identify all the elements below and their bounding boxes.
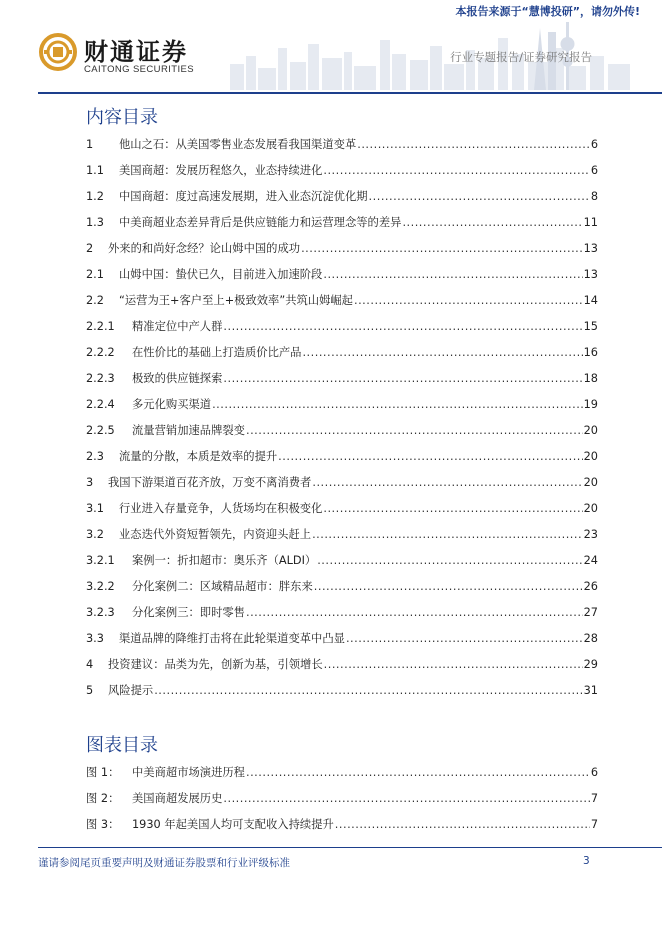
toc-entry[interactable] (86, 287, 598, 313)
toc-entry[interactable] (86, 313, 598, 339)
toc-text: 美国商超：发展历程悠久，业态持续进化 (119, 164, 323, 177)
brand-name-en: CAITONG SECURITIES (84, 64, 194, 75)
toc-leader (302, 346, 582, 359)
toc-number: 2.2.4 (86, 397, 115, 411)
toc-page: 20 (583, 423, 598, 437)
toc-text: 业态迭代外资短暂领先，内资迎头赶上 (119, 528, 312, 541)
toc-entry[interactable] (86, 443, 598, 469)
toc-entry[interactable] (86, 625, 598, 651)
toc-entry[interactable] (86, 131, 598, 157)
header-rule (38, 92, 662, 94)
toc-number: 1.1 (86, 163, 104, 177)
figure-entry[interactable] (86, 811, 598, 837)
toc-page: 31 (583, 683, 598, 697)
toc-page: 14 (583, 293, 598, 307)
toc-entry[interactable] (86, 157, 598, 183)
toc-leader (212, 398, 583, 411)
toc-number: 4 (86, 657, 94, 671)
toc-number: 2.3 (86, 449, 104, 463)
toc-page: 23 (583, 527, 598, 541)
figure-page: 6 (590, 765, 598, 779)
toc-page: 16 (583, 345, 598, 359)
footer-disclaimer: 谨请参阅尾页重要声明及财通证券股票和行业评级标准 (38, 857, 290, 869)
toc-leader (301, 242, 583, 255)
toc-number: 2.2 (86, 293, 104, 307)
toc-text: 多元化购买渠道 (132, 398, 212, 411)
source-notice: 本报告来源于“慧博投研”，请勿外传! (455, 5, 640, 18)
toc-page: 26 (583, 579, 598, 593)
toc-leader (246, 606, 583, 619)
toc-page: 29 (583, 657, 598, 671)
toc-text: 流量的分散，本质是效率的提升 (119, 450, 278, 463)
toc-leader (278, 450, 582, 463)
toc-number: 3.2.3 (86, 605, 115, 619)
figure-entry[interactable] (86, 759, 598, 785)
toc-leader (324, 658, 583, 671)
toc-text: 投资建议：品类为先，创新为基，引领增长 (108, 658, 323, 671)
list-of-figures (86, 759, 598, 837)
figure-text: 美国商超发展历史 (132, 792, 223, 805)
toc-text: 风险提示 (108, 684, 154, 697)
toc-leader (314, 580, 583, 593)
toc-number: 2.2.5 (86, 423, 115, 437)
toc-leader (357, 138, 590, 151)
toc-leader (223, 372, 582, 385)
toc-text: 渠道品牌的降维打击将在此轮渠道变革中凸显 (119, 632, 345, 645)
figure-number: 图 3： (86, 818, 120, 831)
figure-leader (223, 792, 589, 805)
toc-number: 3.2.2 (86, 579, 115, 593)
caitong-logo-icon (38, 30, 78, 74)
toc-text: 流量营销加速品牌裂变 (132, 424, 245, 437)
toc-text: 外来的和尚好念经？论山姆中国的成功 (108, 242, 301, 255)
toc-page: 28 (583, 631, 598, 645)
toc-entry[interactable] (86, 521, 598, 547)
figure-page: 7 (590, 817, 598, 831)
toc-leader (323, 268, 582, 281)
toc-number: 2.2.1 (86, 319, 115, 333)
toc-page: 8 (590, 189, 598, 203)
figure-number: 图 1： (86, 766, 120, 779)
toc-number: 3 (86, 475, 94, 489)
toc-page: 20 (583, 449, 598, 463)
page-number: 3 (583, 855, 590, 867)
toc-text: 我国下游渠道百花齐放，万变不离消费者 (108, 476, 312, 489)
toc-text: 分化案例三：即时零售 (132, 606, 245, 619)
toc-text: 中国商超：度过高速发展期，进入业态沉淀优化期 (119, 190, 368, 203)
toc-number: 3.2.1 (86, 553, 115, 567)
toc-text: 在性价比的基础上打造质价比产品 (132, 346, 302, 359)
toc-number: 1.2 (86, 189, 104, 203)
toc-page: 13 (583, 267, 598, 281)
toc-number: 2.1 (86, 267, 104, 281)
toc-leader (354, 294, 583, 307)
toc-text: 案例一：折扣超市：奥乐齐（ALDI） (132, 554, 317, 567)
toc-leader (317, 554, 582, 567)
toc-number: 2.2.2 (86, 345, 115, 359)
toc-number: 1 (86, 137, 94, 151)
toc-entry[interactable] (86, 651, 598, 677)
brand-name-cn: 财通证券 (84, 38, 188, 66)
toc-number: 2 (86, 241, 94, 255)
toc-entry[interactable] (86, 391, 598, 417)
toc-leader (402, 216, 582, 229)
toc-number: 3.1 (86, 501, 104, 515)
toc-page: 13 (583, 241, 598, 255)
toc-text: 分化案例二：区域精品超市：胖东来 (132, 580, 313, 593)
toc-page: 20 (583, 475, 598, 489)
toc-leader (312, 528, 583, 541)
toc-page: 6 (590, 137, 598, 151)
brand-logo (38, 30, 248, 82)
figure-leader (246, 766, 590, 779)
toc-page: 19 (583, 397, 598, 411)
toc-number: 3.3 (86, 631, 104, 645)
toc-entry[interactable] (86, 183, 598, 209)
toc-text: 精准定位中产人群 (132, 320, 223, 333)
toc-leader (323, 502, 582, 515)
toc-entry[interactable] (86, 235, 598, 261)
toc-leader (154, 684, 582, 697)
toc-text: 他山之石：从美国零售业态发展看我国渠道变革 (119, 138, 357, 151)
table-of-contents (86, 131, 598, 703)
toc-entry[interactable] (86, 573, 598, 599)
toc-entry[interactable] (86, 599, 598, 625)
toc-page: 15 (583, 319, 598, 333)
toc-page: 27 (583, 605, 598, 619)
toc-leader (369, 190, 590, 203)
toc-text: 行业进入存量竞争，人货场均在积极变化 (119, 502, 323, 515)
toc-number: 1.3 (86, 215, 104, 229)
toc-entry[interactable] (86, 261, 598, 287)
toc-entry[interactable] (86, 209, 598, 235)
report-category: 行业专题报告/证券研究报告 (450, 50, 592, 64)
contents-title: 内容目录 (86, 107, 158, 128)
toc-text: 极致的供应链探索 (132, 372, 223, 385)
figure-page: 7 (590, 791, 598, 805)
figure-number: 图 2： (86, 792, 120, 805)
toc-leader (223, 320, 582, 333)
toc-page: 20 (583, 501, 598, 515)
page-header (0, 18, 662, 96)
toc-leader (346, 632, 583, 645)
figure-entry[interactable] (86, 785, 598, 811)
toc-page: 18 (583, 371, 598, 385)
toc-text: “运营为王+客户至上+极致效率”共筑山姆崛起 (119, 294, 353, 307)
toc-entry[interactable] (86, 365, 598, 391)
toc-number: 3.2 (86, 527, 104, 541)
toc-text: 山姆中国：蛰伏已久，目前进入加速阶段 (119, 268, 323, 281)
toc-number: 5 (86, 683, 94, 697)
toc-entry[interactable] (86, 547, 598, 573)
figure-text: 1930 年起美国人均可支配收入持续提升 (132, 818, 334, 831)
toc-leader (246, 424, 583, 437)
toc-text: 中美商超业态差异背后是供应链能力和运营理念等的差异 (119, 216, 402, 229)
toc-leader (323, 164, 589, 177)
figure-leader (335, 818, 590, 831)
figure-text: 中美商超市场演进历程 (132, 766, 245, 779)
toc-entry[interactable] (86, 339, 598, 365)
toc-entry[interactable] (86, 677, 598, 703)
toc-page: 11 (583, 215, 598, 229)
toc-leader (312, 476, 582, 489)
figures-title: 图表目录 (86, 735, 158, 756)
toc-entry[interactable] (86, 495, 598, 521)
toc-number: 2.2.3 (86, 371, 115, 385)
toc-page: 6 (590, 163, 598, 177)
footer-rule (38, 847, 662, 848)
toc-page: 24 (583, 553, 598, 567)
toc-entry[interactable] (86, 417, 598, 443)
toc-entry[interactable] (86, 469, 598, 495)
